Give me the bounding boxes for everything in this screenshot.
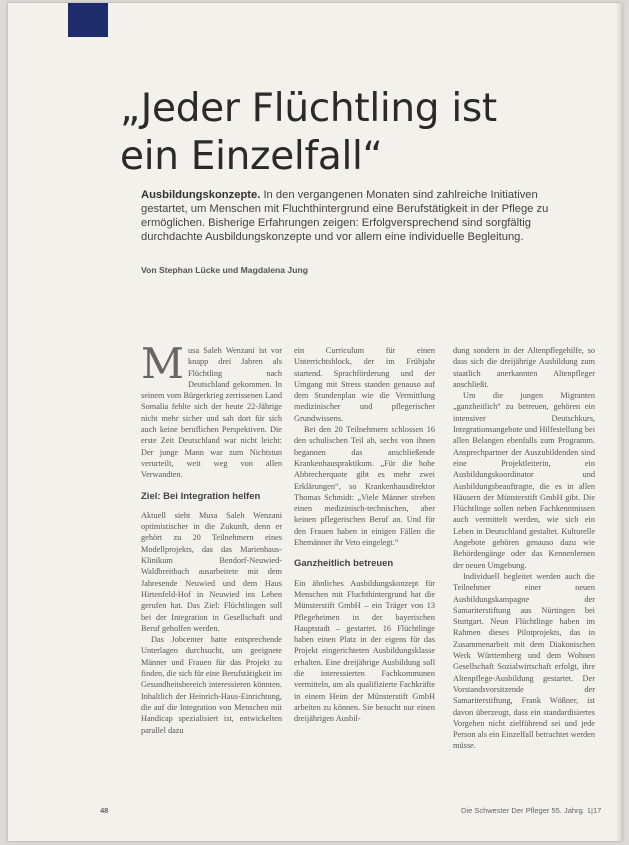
drop-cap: M xyxy=(141,339,185,388)
col3-paragraph-3: Individuell begleitet werden auch die Teilnehmer einer neuen Ausbildungskampagne der Samariterstiftung aus Nürtingen bei Stuttgart. Neun Flüchtlinge haben im Rahmen dieses Pilotprojekts, das in Zusammenarbeit mit dem Diakonischen Werk Württemberg und dem Wohnen Gesellschaft Sozialwirtschaft erfolgt, ihre Altenpflege-Ausbildung gestartet. Der Vorstandsvorsitzende der Samariterstiftung, Frank Wößner, ist davon überzeugt, dass ein standardisiertes Vorgehen nicht zielführend sei und jede Person als ein Einzelfall betrachtet werden müsse. xyxy=(453,571,595,751)
col2-paragraph-1: ein Curriculum für einen Unterrichtsblock, der im Frühjahr startend. Sprachförderung und der Umgang mit Stress standen genauso auf dem Stundenplan wie die Vermittlung medizinischer und pflegerischer Grundwissens. xyxy=(294,346,435,423)
article-title xyxy=(120,85,497,181)
lead-paragraph xyxy=(141,188,586,244)
page-number: 48 xyxy=(100,806,109,815)
col1-paragraph-1: usa Saleh Wenzani ist vor knapp drei Jahren als Flüchtling nach Deutschland gekommen. In seinem vom Bürgerkrieg zerrissenen Land Somalia fehlte sich der heute 22-Jährige nicht mehr sicher und sah dort für sich auch keine beruflichen Perspektiven. Die erste Zeit Deutschland war nicht leicht: Der junge Mann war zum Nichtstun verurteilt, weit weg von allen Verwandten. xyxy=(141,346,282,480)
col2-paragraph-2: Bei den 20 Teilnehmern schlossen 16 den schulischen Teil ab, sechs von ihnen begannen das anschließende Krankenhauspraktikum. „Für die hohe Abbrecherquote gibt es mehr zwei Erklärungen“, so Krankenhausdirektor Thomas Schmidt: „Viele Männer streben einen medizinisch-technischen, aber keinen pflegerischen Beruf an. Und für den Frauen haben in einigen Fällen die Ehemänner ihr Veto eingelegt.“ xyxy=(294,425,435,548)
col2-paragraph-3: Ein ähnliches Ausbildungskonzept für Menschen mit Fluchthintergrund hat die Münsterstift GmbH – ein Träger von 13 Pflegeheimen in der bayerischen Hauptstadt – gestartet. 16 Flüchtlinge haben einen Platz in der eigens für das Projekt eingerichteten Ausbildungsklasse erhalten. Eine dreijährige Ausbildung soll die interessierten Fachkommunen vermitteln, um als qualifizierte Fachkräfte in einem Heim der Münsterstift GmbH arbeiten zu können. Sie besucht nur einen dreijährigen Ausbil- xyxy=(294,578,435,724)
col1-paragraph-3: Das Jobcenter hatte entsprechende Unterlagen durchsucht, um geeignete Männer und Frauen für das Projekt zu finden, die sich für eine Berufstätigkeit im Gesundheitsbereich interessieren könnten. Inhaltlich der Heinrich-Haus-Einrichtung, die auf die Integration von Menschen mit Handicap spezialisiert ist, entwickelten parallel dazu xyxy=(141,635,282,735)
byline: Von Stephan Lücke und Magdalena Jung xyxy=(141,265,308,275)
blue-color-tab xyxy=(68,3,108,37)
text-column-1 xyxy=(141,339,282,736)
text-column-3 xyxy=(453,345,595,752)
lead-text: In den vergangenen Monaten sind zahlreiche Initiativen gestartet, um Menschen mit Fluchthintergrund eine Berufstätigkeit in der Pflege zu ermöglichen. Bisherige Erfahrungen zeigen: Erfolgversprechend sind sorgfältig durchdachte Ausbildungskonzepte und vor allem eine individuelle Begleitung. xyxy=(141,189,549,243)
text-column-2 xyxy=(294,345,435,725)
magazine-page xyxy=(8,3,622,841)
page-spine-shadow xyxy=(616,3,622,841)
journal-footer: Die Schwester Der Pfleger 55. Jahrg. 1|17 xyxy=(461,806,602,815)
subhead-holistic: Ganzheitlich betreuen xyxy=(294,558,394,570)
col1-paragraph-2: Aktuell sieht Musa Saleh Wenzani optimistischer in die Zukunft, denn er gehört zu 20 Teilnehmern eines Modellprojekts, das das Marienhaus-Klinikum Bendorf-Neuwied-Waldbreitbach ausarbeitete mit dem Jahresende Neuwied und dem Haus Hirtenfeld-Hof in Neuwied ins Leben gerufen hat. Das Ziel: Flüchtlingen soll bei der Integration in Gesellschaft und Beruf geholfen werden. xyxy=(141,510,282,633)
title-line-2: ein Einzelfall“ xyxy=(120,134,383,179)
title-line-1: „Jeder Flüchtling ist xyxy=(120,86,497,131)
subhead-integration: Ziel: Bei Integration helfen xyxy=(141,490,261,502)
col3-paragraph-2: Um die jungen Migranten „ganzheitlich“ zu betreuen, gehören ein intensiver Deutschkurs, Integrationsangebote und Hilfestellung bei allen Belangen ebenfalls zum Programm. Ansprechpartner der Auszubildenden sind eine Projektleiterin, ein Ausbildungskoordinator und Ausbildungsbeauftragte, die es in allen Häusern der Münsterstift GmbH gibt. Die Flüchtlinge sollen neben Fachkenntnissen auch vermittelt werden, wie sich ein Leben in Deutschland gestaltet. Kulturelle Angebote gehören genauso dazu wie Behördengänge oder das Kennenlernen der neuen Umgebung. xyxy=(453,391,595,570)
col3-paragraph-1: dung sondern in der Altenpflegehilfe, so dass sich die dreijährige Ausbildung zum staatlich anerkannten Altenpfleger anschließt. xyxy=(453,346,595,389)
lead-label: Ausbildungskonzepte. xyxy=(141,189,261,201)
